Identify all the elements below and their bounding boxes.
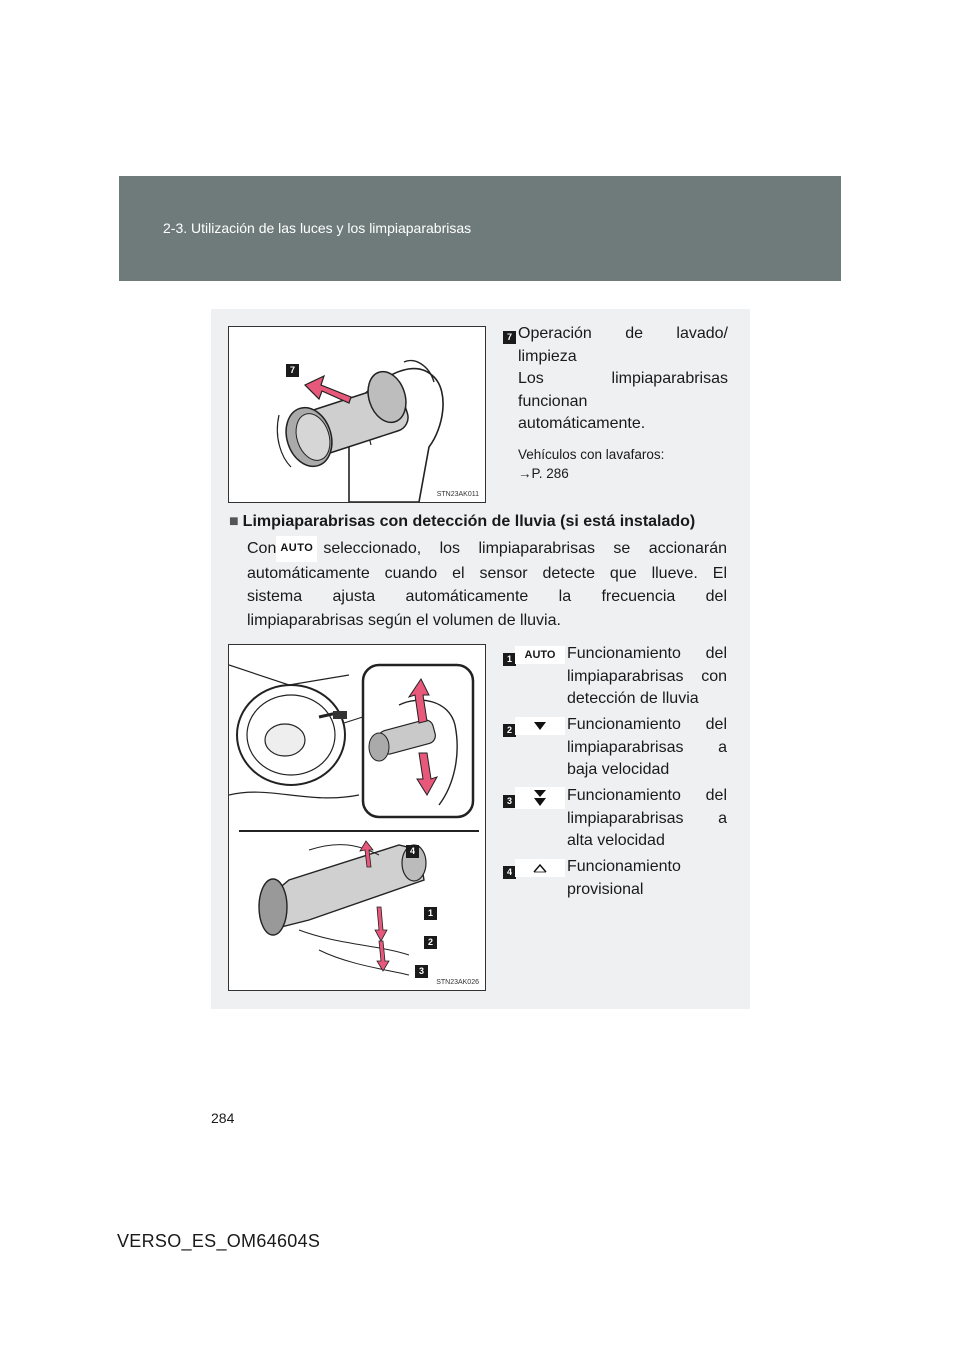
para-pre: Con [247,540,277,557]
heading-bullet: ■ [229,513,239,530]
mode-2-line3: baja velocidad [567,761,670,778]
figure2-badge-4: 4 [406,845,419,858]
auto-text-icon: AUTO [524,649,556,661]
item7-note [518,445,664,483]
mode-badge-2: 2 [503,724,516,737]
figure2-badge-3: 3 [415,965,428,978]
item7-desc-line2: funcionan [518,392,588,410]
para-line1-rest: seleccionado, los limpiaparabrisas se accionarán [323,540,727,557]
triangle-up-outline-icon [533,863,547,873]
para-line-4: limpiaparabrisas según el volumen de lluvia. [247,611,561,629]
item7-title-line1: Operación de lavado/ [518,325,728,342]
mode-4-line2: provisional [567,880,644,898]
mode-1-line1: Funcionamiento del [567,645,727,662]
mode-badge-1: 1 [503,653,516,666]
figure2-code: STN23AK026 [436,979,479,986]
low-speed-symbol [515,717,565,735]
section-title: 2-3. Utilización de las luces y los limpiaparabrisas [163,220,472,236]
figure-code: STN23AK011 [436,491,479,498]
mode-1-text [567,643,727,711]
para-line-1 [247,536,727,562]
page-number: 284 [211,1110,235,1126]
item7-note-line2: →P. 286 [518,466,569,481]
mode-3-line2: limpiaparabrisas a [567,809,727,827]
mode-4-text [567,856,727,901]
high-speed-symbol [515,787,565,809]
document-code: VERSO_ES_OM64604S [117,1231,321,1251]
content-panel [211,309,750,1009]
item7-text [518,323,728,436]
section-header-band [119,176,841,281]
mist-symbol [515,859,565,877]
wash-wipe-figure [228,326,486,503]
mode-2-text [567,714,727,782]
para-line-2: automáticamente cuando el sensor detecte que llueve. El [247,564,727,582]
item7-note-line1: Vehículos con lavafaros: [518,447,665,462]
mode-badge-3: 3 [503,795,516,808]
mode-2-line2: limpiaparabrisas a [567,738,727,756]
item7-desc-line3: automáticamente. [518,415,646,432]
triangle-down-icon [533,721,547,731]
rain-sensing-heading [229,513,695,531]
mode-3-line3: alta velocidad [567,832,665,849]
mode-4-line1: Funcionamiento [567,858,681,875]
wash-lever-illustration [229,327,486,503]
mode-1-line2: limpiaparabrisas con [567,667,727,685]
para-line-3: sistema ajusta automáticamente la frecuencia del [247,588,727,605]
mode-1-line3: detección de lluvia [567,690,699,707]
mode-badge-4: 4 [503,866,516,879]
auto-mode-symbol [515,646,565,664]
rain-sensing-figure [228,644,486,991]
item7-desc-line1: Los limpiaparabrisas [518,370,728,387]
mode-3-line1: Funcionamiento del [567,787,727,804]
item7-title-line2: limpieza [518,347,577,365]
rain-sensing-paragraph [247,536,727,632]
double-triangle-down-icon [533,789,547,807]
mode-2-line1: Funcionamiento del [567,716,727,733]
figure2-badge-2: 2 [424,936,437,949]
figure2-badge-1: 1 [424,907,437,920]
heading-text: Limpiaparabrisas con detección de lluvia (si está instalado) [242,513,696,530]
figure-badge-7: 7 [286,364,299,377]
steering-column-illustration [229,645,486,991]
auto-symbol: AUTO [276,536,317,562]
mode-3-text [567,785,727,853]
item-badge-7: 7 [503,331,516,344]
